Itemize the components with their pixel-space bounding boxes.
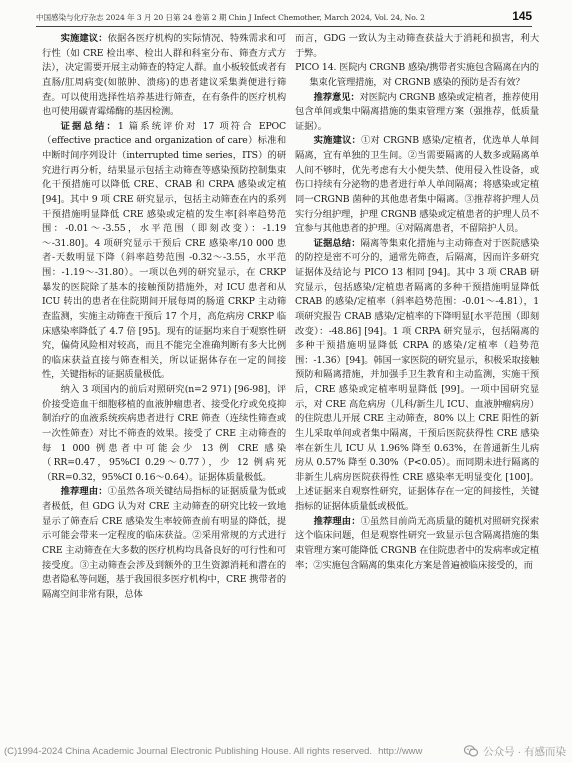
paragraph (42, 32, 286, 120)
paragraph-text: 对医院内 CRGNB 感染或定植者，推荐使用包含单间或集中隔离措施的集束管理方案（强推荐，低质量证据）。 (295, 91, 539, 132)
paragraph (295, 515, 539, 574)
journal-citation: 中国感染与化疗杂志 2024 年 3 月 20 日第 24 卷第 2 期 Chin J Infect Chemother, March 2024, Vol. 24, No. 2 (36, 13, 425, 22)
paragraph-text: ①虽然各项关键结局指标的证据质量为低或者极低，但 GDG 认为对 CRE 主动筛查的研究比较一致地显示了筛查后 CRE 感染发生率较筛查前有明显的降低，提示可能会带来一定程度的临床获益。②采用常规的方式进行 CRE 主动筛查在大多数的医疗机构均具备良好的可行性和可接受度。③主动筛查会涉及到额外的卫生资源消耗和潜在的患者隐私等问题，基于我国很多医疗机构中，CRE 携带者的隔离空间非常有限，总体 (42, 486, 286, 600)
paragraph-text: PICO 14. 医院内 CRGNB 感染/携带者实施包含隔离在内的集束化管理措施，对 CRGNB 感染的预防是否有效？ (295, 62, 539, 88)
paragraph-text: 1 篇系统评价对 17 项符合 EPOC（effective practice and organization of care）标准和中断时间序列设计（interrupted time series，ITS）的研究进行再分析，结果显示包括主动筛查等感染预防控制集束化干预措施可以降低 CRE、CRAB 和 CRPA 感染或定植 [94]。其中 9 项 CRE 研究显示，包括主动筛查在内的系列干预措施明显降低 CRE 感染或定植的发生率[斜率趋势范围：-0.01～-3.55，水平范围（即刻改变）：-1.19～-31.80]。4 项研究显示干预后 CRE 感染率/10 000 患者-天数明显下降（斜率趋势范围 -0.32～-3.55，水平范围：-1.19～-31.80）。一项以色列的研究显示，在 CRKP 暴发的医院除了基本的接触预防措施外，对 ICU 患者和从 ICU 转出的患者在住院期间开展每周的肠道 CRKP 主动筛查监测，实施主动筛查干预后 17 个月，高危病房 CRKP 临床感染率降低了 4.7 倍 [95]。现有的证据均来自于观察性研究，偏倚风险相对较高，而且不能完全准确判断有多大比例的临床获益直接与筛查相关，所以证据体存在一定的间接性，关键指标的证据质量极低。 (42, 120, 286, 381)
paragraph-text: ①对 CRGNB 感染/定植者，优选单人单间隔离，宜有单独的卫生间。②当需要隔离的人数多或隔离单人间不够时，优先考虑有大小便失禁、使用侵入性设备，或伤口持续有分泌物的患者进行单人单间隔离；将感染或定植同一CRGNB 菌种的其他患者集中隔离。③推荐将护理人员实行分组护理，护理 CRGNB 感染或定植患者的护理人员不宜参与其他患者的护理。④对隔离患者，不留陪护人员。 (295, 135, 539, 235)
right-column (295, 32, 539, 738)
url-fragment[interactable]: http://www (378, 745, 423, 757)
page-number: 145 (512, 9, 532, 23)
paragraph-lead: 推荐意见： (313, 91, 360, 103)
paragraph-text: ①虽然目前尚无高质量的随机对照研究探索这个临床问题，但是观察性研究一致显示包含隔离措施的集束管理方案可能降低 CRGNB 在住院患者中的发病率或定植率；②实施包含隔离的集束化方案是普遍被临床接受的，而 (295, 515, 539, 571)
paragraph-text: 而言，GDG 一致认为主动筛查获益大于消耗和损害，利大于弊。 (295, 33, 539, 59)
left-column (42, 32, 286, 738)
paragraph-text: 纳入 3 项国内的前后对照研究(n=2 971) [96-98]，评价接受造血干细胞移植的血液肿瘤患者、接受化疗或免疫抑制治疗的血液系统疾病患者进行 CRE 筛查（连续性筛查或一次性筛查）对比不筛查的效果。接受了 CRE 主动筛查的每 1 000 例患者中可能会少 13 例 CRE 感染（RR=0.47，95%CI 0.29～0.77），少 12 例病死（RR=0.32，95%CI 0.16～0.64）。证据体质量极低。 (42, 384, 286, 483)
paragraph-lead: 证据总结： (313, 237, 361, 249)
wechat-icon (463, 743, 479, 759)
paragraph (42, 120, 286, 383)
running-header (36, 9, 532, 23)
paragraph (295, 91, 539, 135)
paragraph (295, 61, 539, 90)
paragraph-text: 隔离等集束化措施与主动筛查对于医院感染的防控是密不可分的，通常先筛查，后隔离，因而许多研究证据体及结论与 PICO 13 相同 [94]。其中 3 项 CRAB 研究显示，包括感染/定植患者隔离的多种干预措施明显降低 CRAB 的感染/定植率（斜率趋势范围：-0.01～-4.81），1 项研究报告 CRAB 感染/定植率的下降明显[水平范围（即刻改变）：-48.86] [94]。1 项 CRPA 研究显示，包括隔离的多种干预措施明显降低 CRPA 的感染/定植率（趋势范围：-1.36）[94]。韩国一家医院的研究显示，积极采取接触预防和隔离措施，并加强手卫生教育和主动监测，实施干预后，CRE 感染或定植率明显降低 [99]。一项中国研究显示，对 CRE 高危病房（儿科/新生儿 ICU、血液肿瘤病房）的住院患儿开展 CRE 主动筛查，80% 以上 CRE 阳性的新生儿采取单间或者集中隔离，干预后医院获得性 CRE 感染率在新生儿 ICU 从 1.96% 降至 0.63%，在普通新生儿病房从 0.57% 降至 0.30%（P<0.05）。而同期未进行隔离的非新生儿病房医院获得性 CRE 感染率无明显变化 [100]。上述证据来自观察性研究，证据体存在一定的间接性，关键指标的证据体质量低或极低。 (295, 237, 539, 512)
paragraph (295, 134, 539, 236)
paragraph-lead: 推荐理由： (60, 486, 108, 498)
footer (4, 743, 566, 759)
paragraph-lead: 实施建议： (60, 33, 108, 44)
header-rule (36, 26, 532, 27)
paragraph-text: 依据各医疗机构的实际情况、特殊需求和可行性（如 CRE 检出率、检出人群和科室分布、筛查方式方法），决定需要开展主动筛查的特定人群。血小板较低或者有直肠/肛周病变(如脓肿、溃疡)的患者建议采集粪便进行筛查。可以使用选择性培养基进行筛查，在有条件的医疗机构也可使用碳青霉烯酶的基因检测。 (42, 33, 286, 118)
paragraph-lead: 推荐理由： (313, 515, 361, 527)
paragraph (42, 383, 286, 485)
paragraph (42, 485, 286, 602)
copyright-notice: (C)1994-2024 China Academic Journal Electronic Publishing House. All rights reserved. (4, 745, 373, 757)
watermark-text: 公众号 · 有感而染 (483, 745, 566, 758)
paragraph (295, 32, 539, 61)
paragraph (295, 237, 539, 515)
paragraph-lead: 实施建议： (313, 135, 362, 147)
paragraph-lead: 证据总结： (60, 120, 118, 132)
wechat-watermark (463, 743, 566, 759)
